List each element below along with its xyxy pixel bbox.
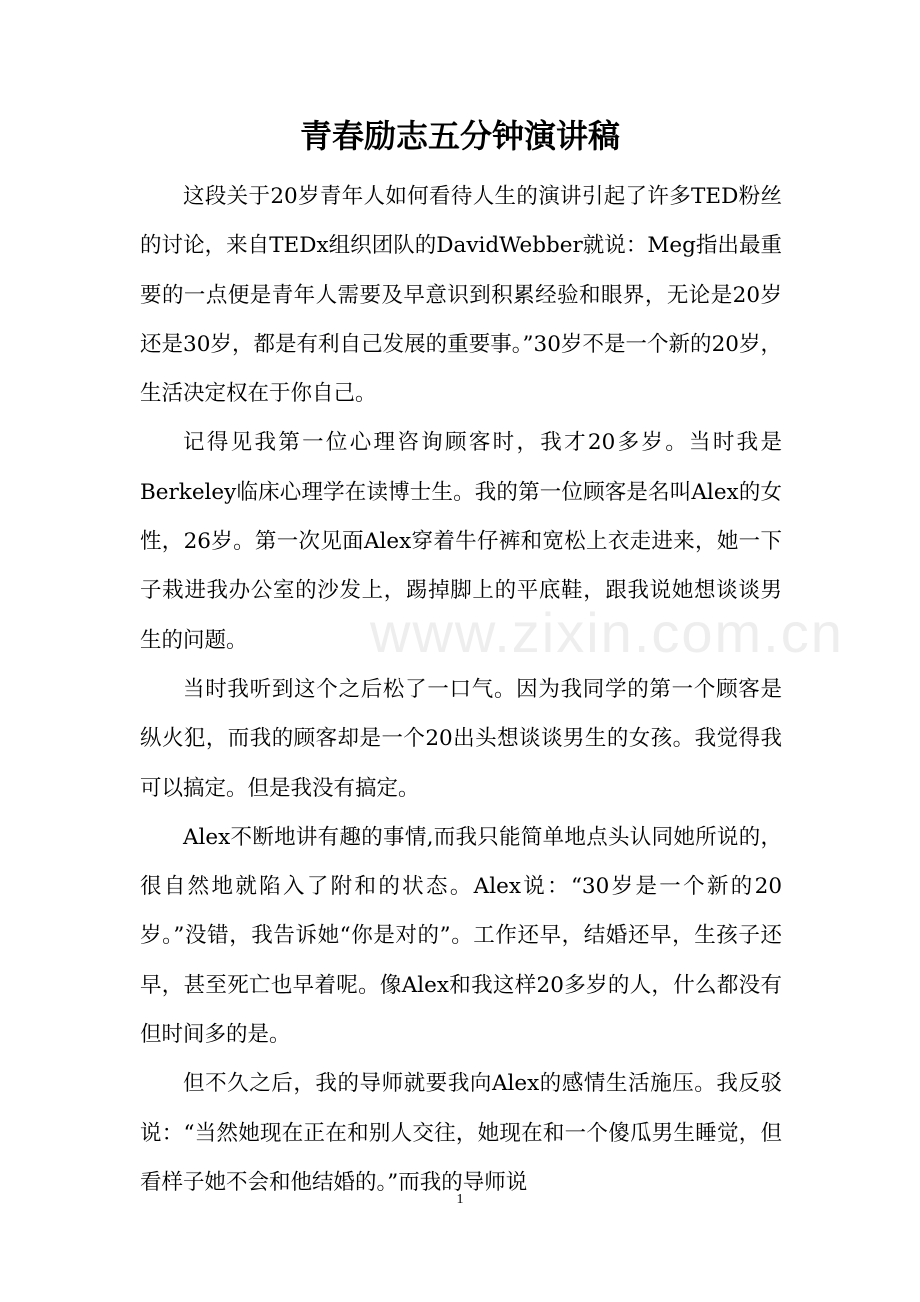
paragraph-2: 记得见我第一位心理咨询顾客时，我才20多岁。当时我是Berkeley临床心理学在读博士生。我的第一位顾客是名叫Alex的女性，26岁。第一次见面Alex穿着牛仔裤和宽松上衣走进来，她一下子栽进我办公室的沙发上，踢掉脚上的平底鞋，跟我说她想谈谈男生的问题。: [140, 430, 782, 653]
paragraph-3: 当时我听到这个之后松了一口气。因为我同学的第一个顾客是纵火犯，而我的顾客却是一个20出头想谈谈男生的女孩。我觉得我可以搞定。但是我没有搞定。: [140, 676, 782, 801]
watermark: www.zixin.com.cn: [370, 601, 844, 664]
page-number: 1: [456, 1192, 464, 1207]
paragraph-1: 这段关于20岁青年人如何看待人生的演讲引起了许多TED粉丝的讨论，来自TEDx组织团队的DavidWebber就说：Meg指出最重要的一点便是青年人需要及早意识到积累经验和眼界，无论是20岁还是30岁，都是有利自己发展的重要事。”30岁不是一个新的20岁，生活决定权在于你自己。: [140, 184, 782, 407]
document-title: 青春励志五分钟演讲稿: [299, 117, 620, 155]
paragraph-5: 但不久之后，我的导师就要我向Alex的感情生活施压。我反驳说：“当然她现在正在和别人交往，她现在和一个傻瓜男生睡觉，但看样子她不会和他结婚的。”而我的导师说: [140, 1071, 782, 1195]
document-body: [140, 172, 782, 1207]
paragraph-4: Alex不断地讲有趣的事情,而我只能简单地点头认同她所说的，很自然地就陷入了附和的状态。Alex说：“30岁是一个新的20岁。”没错，我告诉她“你是对的”。工作还早，结婚还早，生孩子还早，甚至死亡也早着呢。像Alex和我这样20多岁的人，什么都没有但时间多的是。: [140, 824, 782, 1048]
